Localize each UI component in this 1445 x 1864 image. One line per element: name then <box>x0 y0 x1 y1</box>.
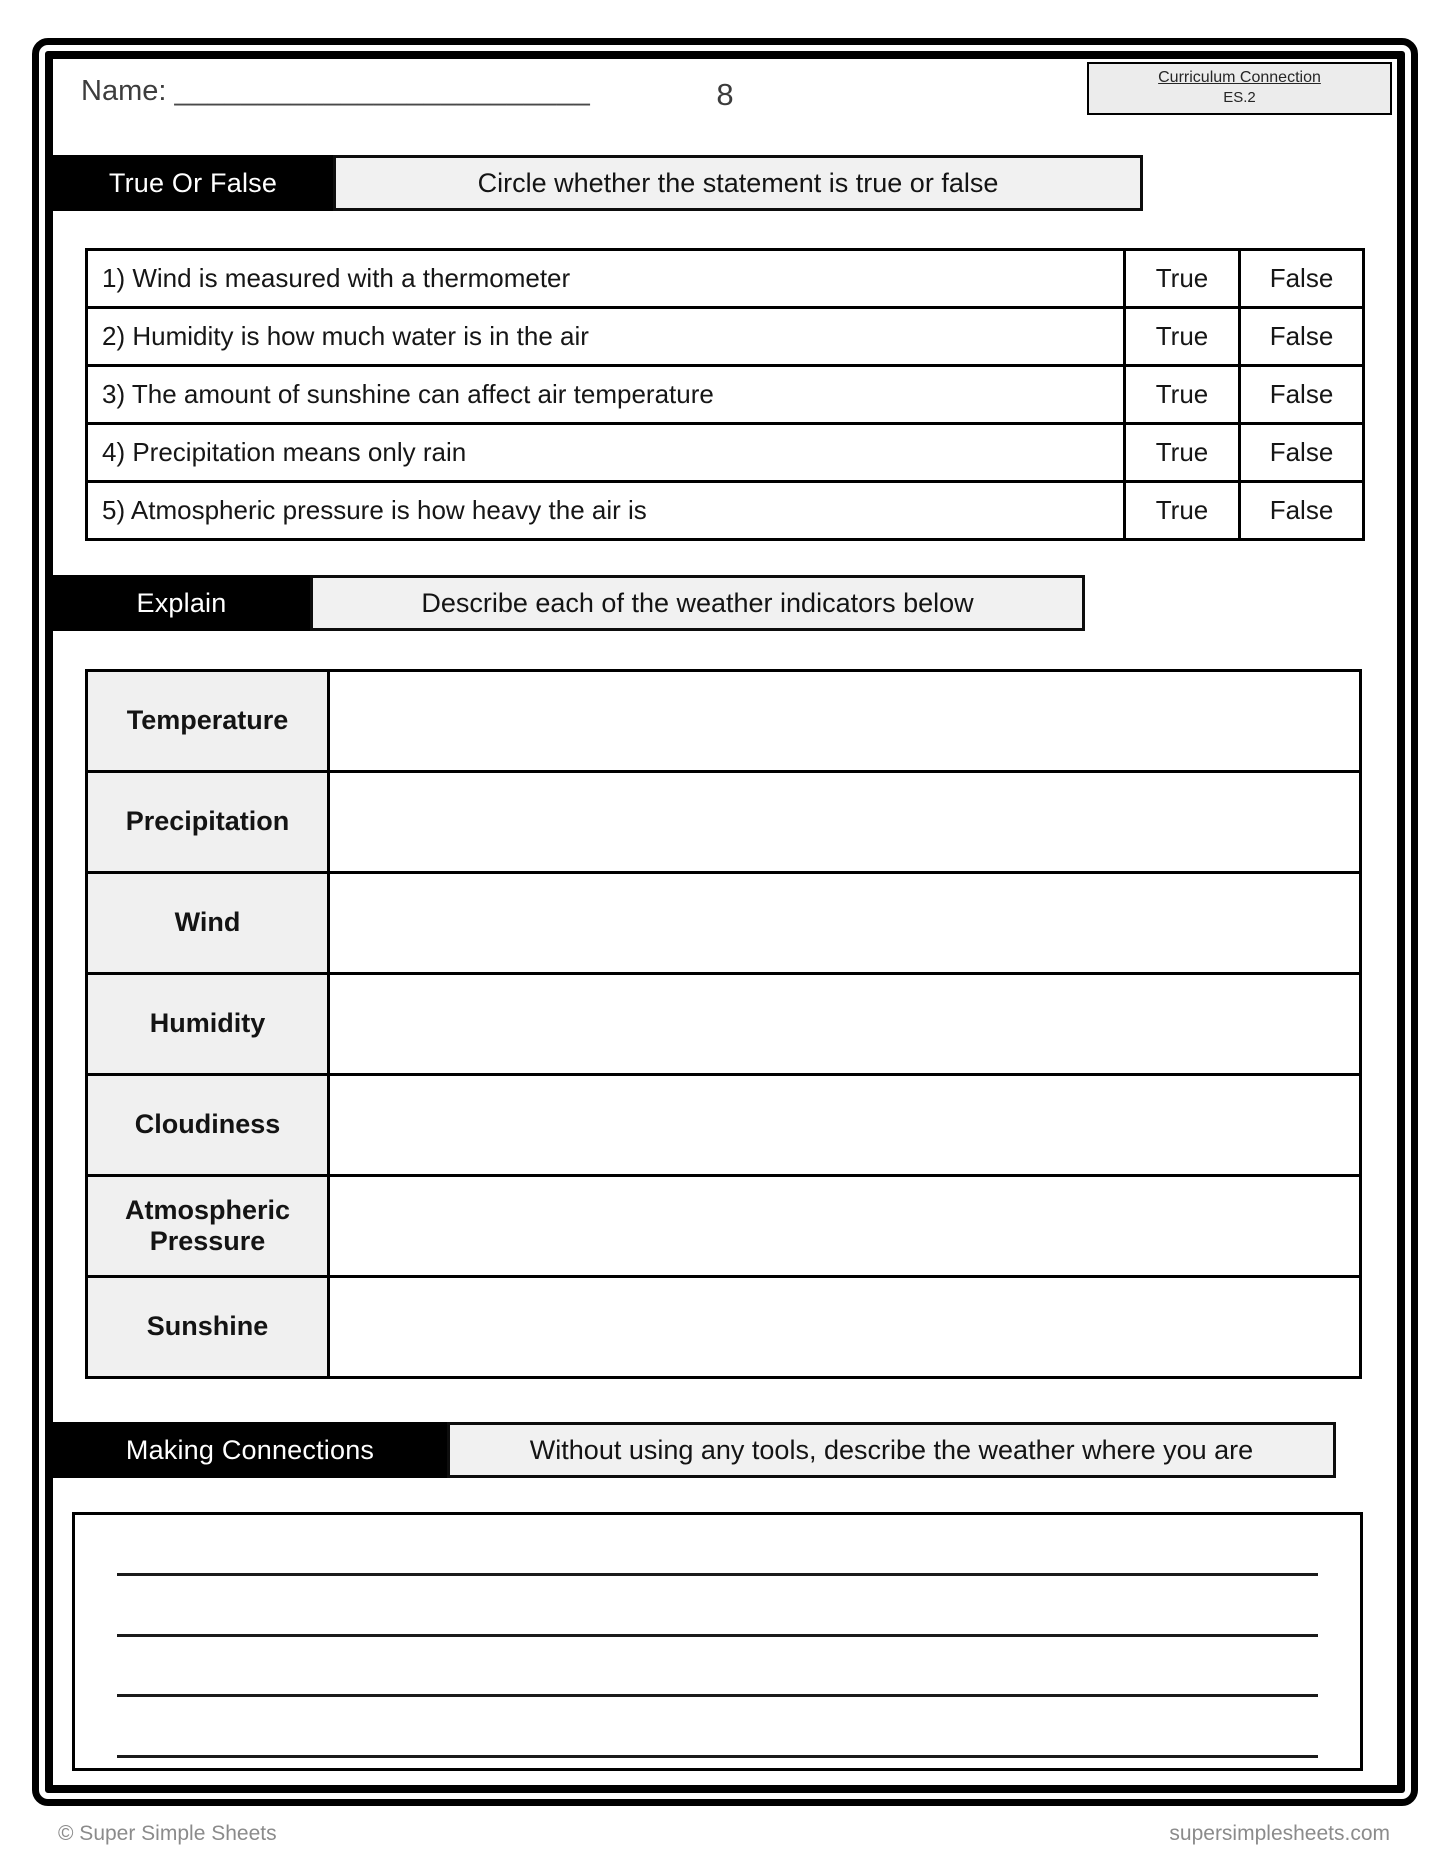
false-option[interactable]: False <box>1240 366 1364 424</box>
true-option[interactable]: True <box>1125 308 1240 366</box>
false-option[interactable]: False <box>1240 308 1364 366</box>
indicator-row <box>87 1075 1361 1176</box>
writing-line <box>117 1515 1318 1576</box>
page-number: 8 <box>716 77 734 112</box>
true-false-section-label: True Or False <box>53 155 333 211</box>
making-connections-answer-box[interactable] <box>72 1512 1363 1771</box>
indicator-answer-area[interactable] <box>329 1277 1361 1378</box>
page-outer-border <box>32 38 1418 1806</box>
page-inner-border <box>45 51 1405 1793</box>
statement-text: 1) Wind is measured with a thermometer <box>87 250 1125 308</box>
explain-section-header <box>53 575 1085 631</box>
true-option[interactable]: True <box>1125 482 1240 540</box>
indicator-answer-area[interactable] <box>329 1176 1361 1277</box>
false-option[interactable]: False <box>1240 482 1364 540</box>
explain-section-label: Explain <box>53 575 310 631</box>
name-label: Name: <box>81 75 167 107</box>
indicator-label: Sunshine <box>87 1277 329 1378</box>
indicator-row <box>87 974 1361 1075</box>
true-false-row <box>87 482 1364 540</box>
curriculum-title: Curriculum Connection <box>1158 69 1321 86</box>
writing-lines <box>117 1515 1318 1758</box>
making-connections-instruction: Without using any tools, describe the weather where you are <box>447 1422 1336 1478</box>
true-false-row <box>87 366 1364 424</box>
indicator-answer-area[interactable] <box>329 974 1361 1075</box>
indicator-row <box>87 873 1361 974</box>
true-false-row <box>87 250 1364 308</box>
copyright-text: © Super Simple Sheets <box>58 1822 277 1845</box>
statement-text: 5) Atmospheric pressure is how heavy the air is <box>87 482 1125 540</box>
indicator-label: Temperature <box>87 671 329 772</box>
writing-line <box>117 1697 1318 1758</box>
true-option[interactable]: True <box>1125 366 1240 424</box>
statement-text: 2) Humidity is how much water is in the air <box>87 308 1125 366</box>
explain-table <box>85 669 1362 1379</box>
explain-instruction: Describe each of the weather indicators below <box>310 575 1085 631</box>
indicator-label: Precipitation <box>87 772 329 873</box>
making-connections-section-label: Making Connections <box>53 1422 447 1478</box>
indicator-answer-area[interactable] <box>329 873 1361 974</box>
true-false-instruction: Circle whether the statement is true or false <box>333 155 1143 211</box>
website-link[interactable]: supersimplesheets.com <box>1169 1822 1390 1845</box>
indicator-label: Cloudiness <box>87 1075 329 1176</box>
true-false-table <box>85 248 1365 541</box>
curriculum-code: ES.2 <box>1223 89 1256 106</box>
true-false-row <box>87 424 1364 482</box>
statement-text: 3) The amount of sunshine can affect air temperature <box>87 366 1125 424</box>
true-option[interactable]: True <box>1125 250 1240 308</box>
indicator-row <box>87 1176 1361 1277</box>
indicator-answer-area[interactable] <box>329 1075 1361 1176</box>
indicator-row <box>87 1277 1361 1378</box>
writing-line <box>117 1576 1318 1637</box>
false-option[interactable]: False <box>1240 250 1364 308</box>
false-option[interactable]: False <box>1240 424 1364 482</box>
indicator-label: Atmospheric Pressure <box>87 1176 329 1277</box>
statement-text: 4) Precipitation means only rain <box>87 424 1125 482</box>
indicator-row <box>87 772 1361 873</box>
name-input-line[interactable]: _________________________ <box>174 75 591 107</box>
indicator-label: Wind <box>87 873 329 974</box>
worksheet-content <box>53 59 1397 1785</box>
curriculum-connection-box <box>1087 62 1392 115</box>
true-false-section-header <box>53 155 1143 211</box>
indicator-answer-area[interactable] <box>329 772 1361 873</box>
making-connections-section-header <box>53 1422 1336 1478</box>
indicator-label: Humidity <box>87 974 329 1075</box>
true-option[interactable]: True <box>1125 424 1240 482</box>
indicator-answer-area[interactable] <box>329 671 1361 772</box>
indicator-row <box>87 671 1361 772</box>
true-false-row <box>87 308 1364 366</box>
writing-line <box>117 1637 1318 1698</box>
